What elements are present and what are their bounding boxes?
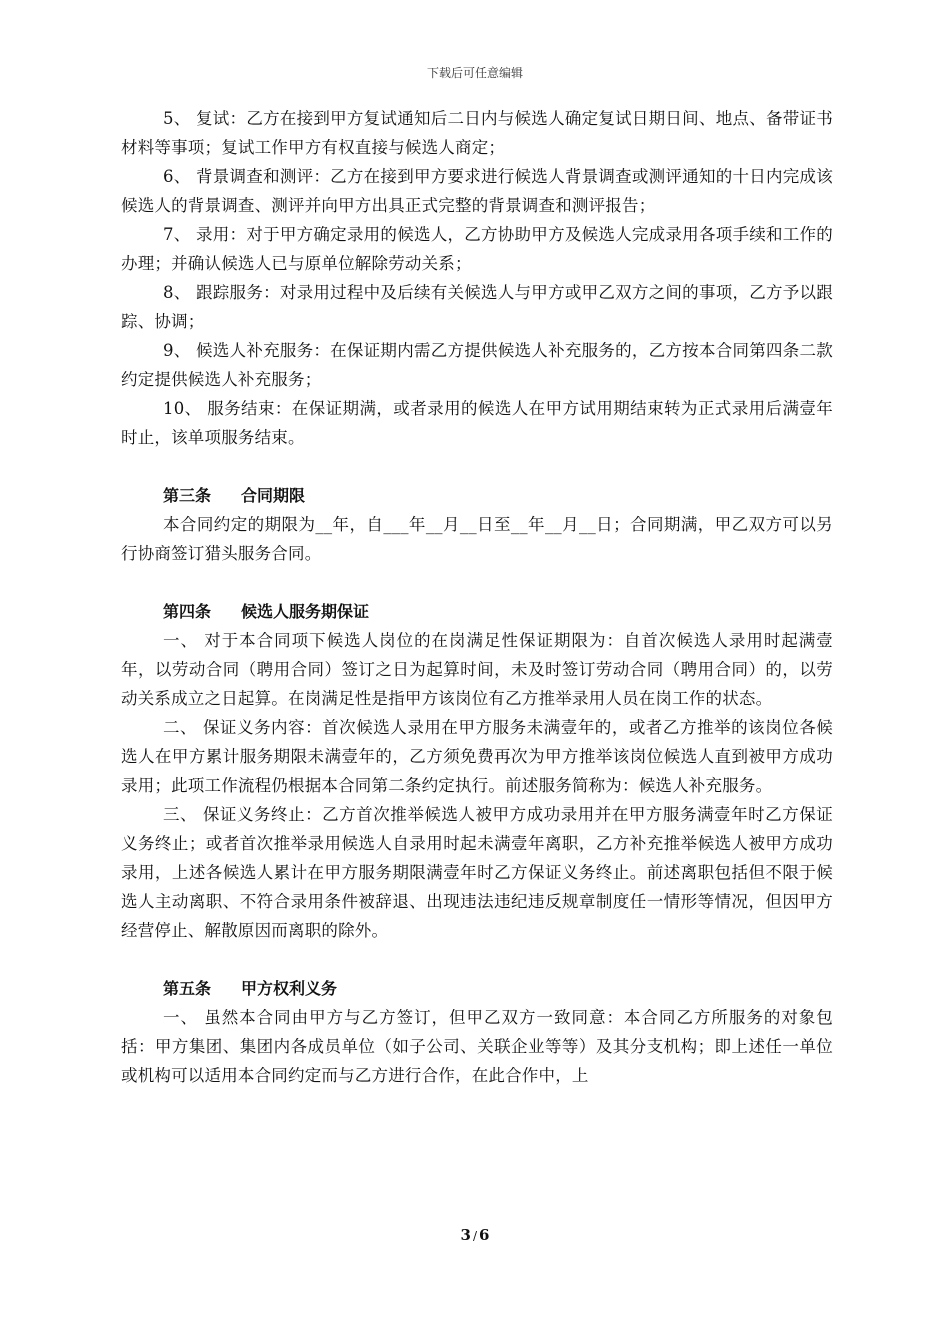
page-header: 下载后可任意编辑 [426,66,523,80]
clause-paragraph: 三、 保证义务终止：乙方首次推举候选人被甲方成功录用并在甲方服务满壹年时乙方保证义务终止；或者首次推举录用候选人自录用时起未满壹年离职，乙方补充推举候选人被甲方成功录用，上述各候选人累计在甲方服务期限满壹年时乙方保证义务终止。前述离职包括但不限于候选人主动离职、不符合录用条件被辞退、出现违法违纪违反规章制度任一情形等情况，但因甲方经营停止、解散原因而离职的除外。 [121,805,833,940]
article-heading [121,481,833,510]
article-title: 合同期限 [241,486,306,505]
clause-paragraph: 5、 复试：乙方在接到甲方复试通知后二日内与候选人确定复试日期日间、地点、备带证书材料等事项；复试工作甲方有权直接与候选人商定； [121,109,833,157]
article-number: 第三条 [163,486,212,505]
total-pages: 6 [479,1226,490,1244]
clause-paragraph: 本合同约定的期限为__年，自___年__月__日至__年__月__日；合同期满，甲乙双方可以另行协商签订猎头服务合同。 [121,515,833,563]
clause-paragraph: 8、 跟踪服务：对录用过程中及后续有关候选人与甲方或甲乙双方之间的事项，乙方予以跟踪、协调； [121,283,833,331]
clause-paragraph: 一、 对于本合同项下候选人岗位的在岗满足性保证期限为：自首次候选人录用时起满壹年，以劳动合同（聘用合同）签订之日为起算时间，未及时签订劳动合同（聘用合同）的，以劳动关系成立之日起算。在岗满足性是指甲方该岗位有乙方推举录用人员在岗工作的状态。 [121,631,833,708]
clause-paragraph: 9、 候选人补充服务：在保证期内需乙方提供候选人补充服务的，乙方按本合同第四条二款约定提供候选人补充服务； [121,341,833,389]
clause-paragraph: 6、 背景调查和测评：乙方在接到甲方要求进行候选人背景调查或测评通知的十日内完成该候选人的背景调查、测评并向甲方出具正式完整的背景调查和测评报告； [121,167,833,215]
article-heading [121,597,833,626]
clause-paragraph: 二、 保证义务内容：首次候选人录用在甲方服务未满壹年的，或者乙方推举的该岗位各候选人在甲方累计服务期限未满壹年的，乙方须免费再次为甲方推举该岗位候选人直到被甲方成功录用；此项工作流程仍根据本合同第二条约定执行。前述服务简称为：候选人补充服务。 [121,718,833,795]
clause-paragraph: 一、 虽然本合同由甲方与乙方签订，但甲乙双方一致同意：本合同乙方所服务的对象包括：甲方集团、集团内各成员单位（如子公司、关联企业等等）及其分支机构；即上述任一单位或机构可以适用本合同约定而与乙方进行合作，在此合作中，上 [121,1008,833,1085]
paragraph-spacer [121,945,833,974]
article-heading [121,974,833,1003]
paragraph-spacer [121,568,833,597]
document-body [121,104,833,1090]
article-number: 第四条 [163,602,212,621]
clause-paragraph: 10、 服务结束：在保证期满，或者录用的候选人在甲方试用期结束转为正式录用后满壹年时止，该单项服务结束。 [121,399,833,447]
current-page: 3 [460,1226,471,1244]
article-number: 第五条 [163,979,212,998]
page-separator: / [472,1229,478,1243]
paragraph-spacer [121,452,833,481]
clause-paragraph: 7、 录用：对于甲方确定录用的候选人，乙方协助甲方及候选人完成录用各项手续和工作的办理；并确认候选人已与原单位解除劳动关系； [121,225,833,273]
page-number [0,1226,950,1244]
article-title: 甲方权利义务 [241,979,338,998]
article-title: 候选人服务期保证 [241,602,370,621]
